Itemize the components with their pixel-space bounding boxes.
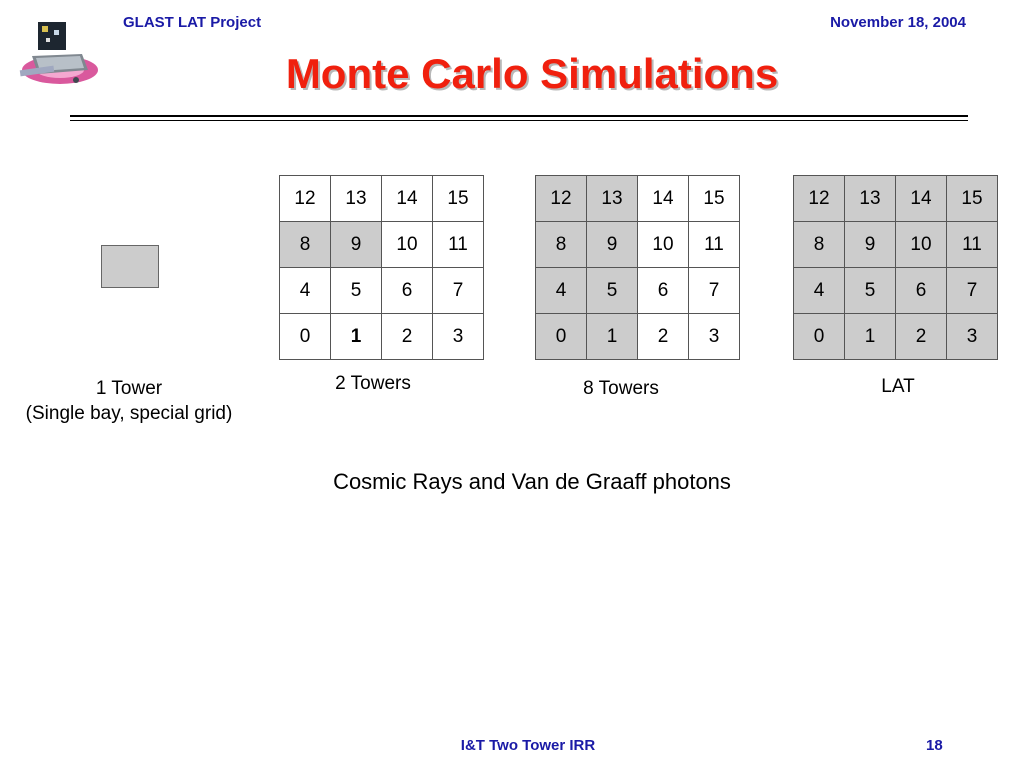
tower-cell-active: 0 <box>794 314 845 360</box>
tower-cell-active: 14 <box>896 176 947 222</box>
two-towers-grid <box>279 175 484 360</box>
tower-cell-active: 7 <box>947 268 998 314</box>
lat-caption: LAT <box>881 376 915 397</box>
tower-cell-active: 1 <box>587 314 638 360</box>
tower-cell: 11 <box>433 222 484 268</box>
tower-cell-active: 0 <box>536 314 587 360</box>
title-divider-thick <box>70 115 968 117</box>
tower-cell-active: 5 <box>845 268 896 314</box>
slide-date: November 18, 2004 <box>830 14 966 31</box>
tower-cell: 14 <box>638 176 689 222</box>
tower-cell-active: 9 <box>845 222 896 268</box>
tower-cell: 3 <box>433 314 484 360</box>
one-tower-caption <box>0 376 258 426</box>
tower-cell-bold: 1 <box>331 314 382 360</box>
tower-cell: 3 <box>689 314 740 360</box>
tower-cell: 14 <box>382 176 433 222</box>
tower-cell-active: 12 <box>794 176 845 222</box>
tower-cell-active: 13 <box>587 176 638 222</box>
eight-towers-grid <box>535 175 740 360</box>
tower-cell-active: 9 <box>331 222 382 268</box>
tower-cell-active: 4 <box>794 268 845 314</box>
tower-cell: 15 <box>433 176 484 222</box>
one-tower-caption-line1: 1 Tower <box>95 378 163 399</box>
tower-cell: 4 <box>280 268 331 314</box>
footer-presentation-name: I&T Two Tower IRR <box>460 737 596 754</box>
tower-cell: 12 <box>280 176 331 222</box>
project-name: GLAST LAT Project <box>123 14 262 31</box>
tower-cell: 0 <box>280 314 331 360</box>
tower-cell-active: 5 <box>587 268 638 314</box>
tower-cell-active: 8 <box>536 222 587 268</box>
tower-cell: 7 <box>433 268 484 314</box>
tower-cell: 6 <box>382 268 433 314</box>
tower-cell-active: 9 <box>587 222 638 268</box>
tower-cell-active: 2 <box>896 314 947 360</box>
tower-cell: 2 <box>382 314 433 360</box>
tower-cell-active: 4 <box>536 268 587 314</box>
slide-title: Monte Carlo Simulations <box>285 50 779 97</box>
tower-cell: 11 <box>689 222 740 268</box>
tower-cell: 15 <box>689 176 740 222</box>
tower-cell-active: 10 <box>896 222 947 268</box>
tower-cell-active: 8 <box>794 222 845 268</box>
tower-cell: 10 <box>382 222 433 268</box>
tower-cell: 13 <box>331 176 382 222</box>
tower-cell: 6 <box>638 268 689 314</box>
slide-subtitle: Cosmic Rays and Van de Graaff photons <box>333 469 731 494</box>
tower-cell-active: 6 <box>896 268 947 314</box>
title-divider-thin <box>70 120 968 121</box>
lat-grid <box>793 175 998 360</box>
tower-cell: 10 <box>638 222 689 268</box>
eight-towers-caption: 8 Towers <box>583 378 659 399</box>
tower-cell: 5 <box>331 268 382 314</box>
one-tower-box <box>101 245 159 288</box>
tower-cell-active: 12 <box>536 176 587 222</box>
tower-cell: 2 <box>638 314 689 360</box>
page-number: 18 <box>926 737 943 754</box>
tower-cell-active: 15 <box>947 176 998 222</box>
tower-cell: 7 <box>689 268 740 314</box>
tower-cell-active: 3 <box>947 314 998 360</box>
tower-cell-active: 11 <box>947 222 998 268</box>
tower-cell-active: 8 <box>280 222 331 268</box>
tower-cell-active: 13 <box>845 176 896 222</box>
one-tower-caption-line2: (Single bay, special grid) <box>25 403 233 424</box>
tower-cell-active: 1 <box>845 314 896 360</box>
two-towers-caption: 2 Towers <box>335 373 411 394</box>
